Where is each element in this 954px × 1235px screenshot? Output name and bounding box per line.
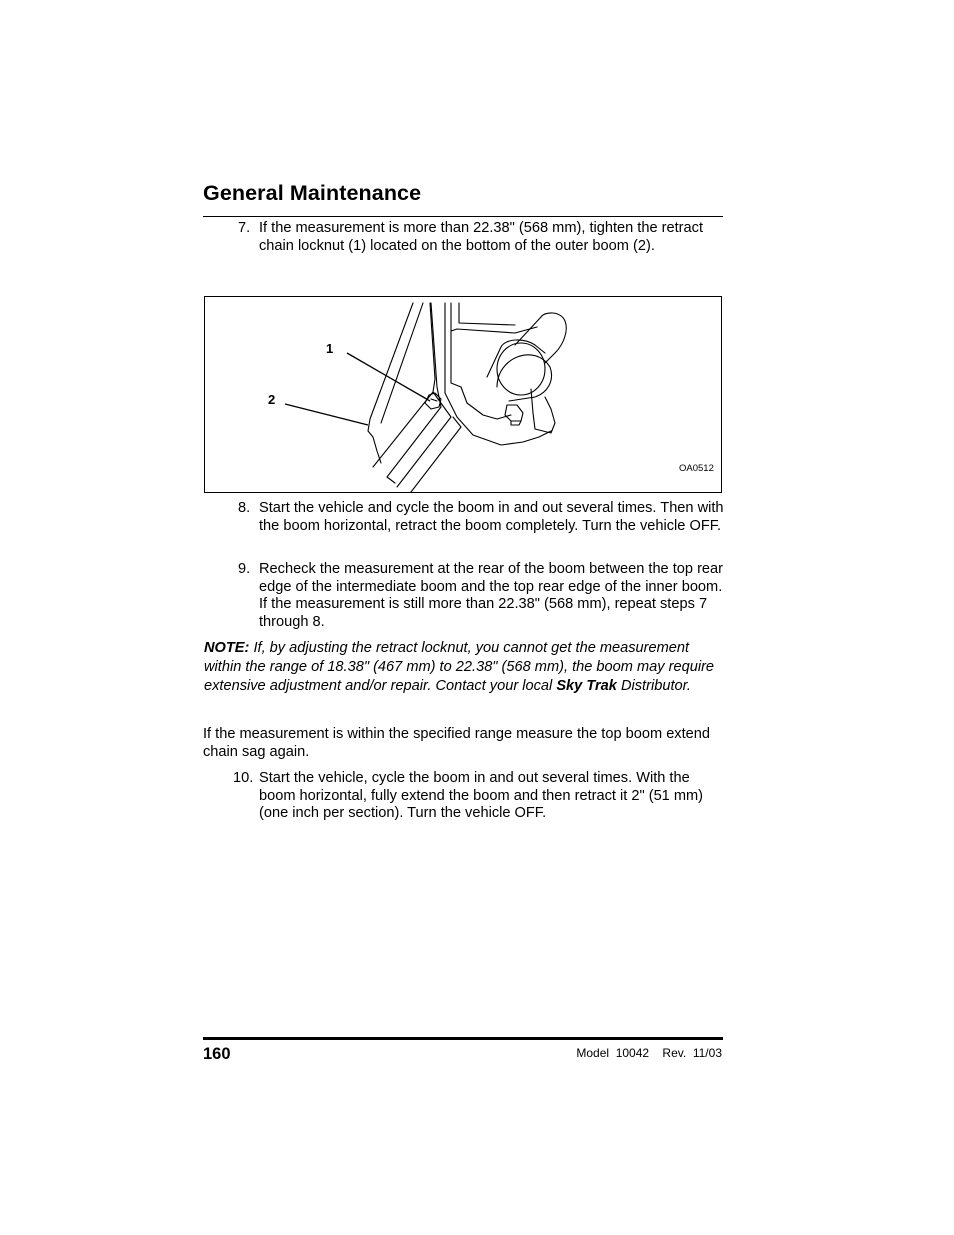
- callout-2-label: 2: [268, 392, 276, 407]
- page-number: 160: [203, 1045, 231, 1063]
- step-text: Start the vehicle and cycle the boom in and out several times. Then with the boom horizontal, retract the boom completely. Turn the vehicle OFF.: [259, 500, 724, 534]
- figure-code: OA0512: [679, 463, 714, 474]
- title-divider: [203, 216, 723, 217]
- step-9: [238, 561, 724, 631]
- step-number: 8.: [238, 500, 251, 516]
- note-block: [204, 639, 726, 696]
- step-number: 10.: [233, 770, 254, 786]
- step-7: [238, 220, 724, 255]
- note-text: If, by adjusting the retract locknut, you cannot get the measurement within the range of 18.38" (467 mm) to 22.38" (568 mm), the boom may require extensive adjustment and/or repair. Contact your local: [204, 640, 715, 694]
- callout-1-label: 1: [326, 341, 334, 356]
- boom-illustration: [205, 297, 721, 492]
- figure-retract-chain-locknut: [204, 296, 722, 493]
- step-text: Start the vehicle, cycle the boom in and out several times. With the boom horizontal, fully extend the boom and then retract it 2" (51 mm) (one inch per section). Turn the vehicle OFF.: [259, 770, 704, 821]
- step-number: 9.: [238, 561, 251, 577]
- model-revision: Model 10042 Rev. 11/03: [576, 1046, 722, 1060]
- note-label: NOTE:: [204, 640, 250, 656]
- body-paragraph: If the measurement is within the specified range measure the top boom extend chain sag again.: [203, 726, 711, 760]
- brand-name: Sky Trak: [556, 678, 617, 694]
- step-8: [238, 500, 724, 535]
- footer-divider: [203, 1037, 723, 1040]
- section-title: General Maintenance: [203, 181, 422, 205]
- step-text: If the measurement is more than 22.38" (568 mm), tighten the retract chain locknut (1) located on the bottom of the outer boom (2).: [259, 220, 704, 254]
- note-text-end: Distributor.: [616, 678, 691, 694]
- step-10: [233, 770, 724, 823]
- step-number: 7.: [238, 220, 251, 236]
- step-text: Recheck the measurement at the rear of the boom between the top rear edge of the intermediate boom and the top rear edge of the inner boom. If the measurement is still more than 22.38" (568 mm), repeat steps 7 through 8.: [259, 561, 724, 630]
